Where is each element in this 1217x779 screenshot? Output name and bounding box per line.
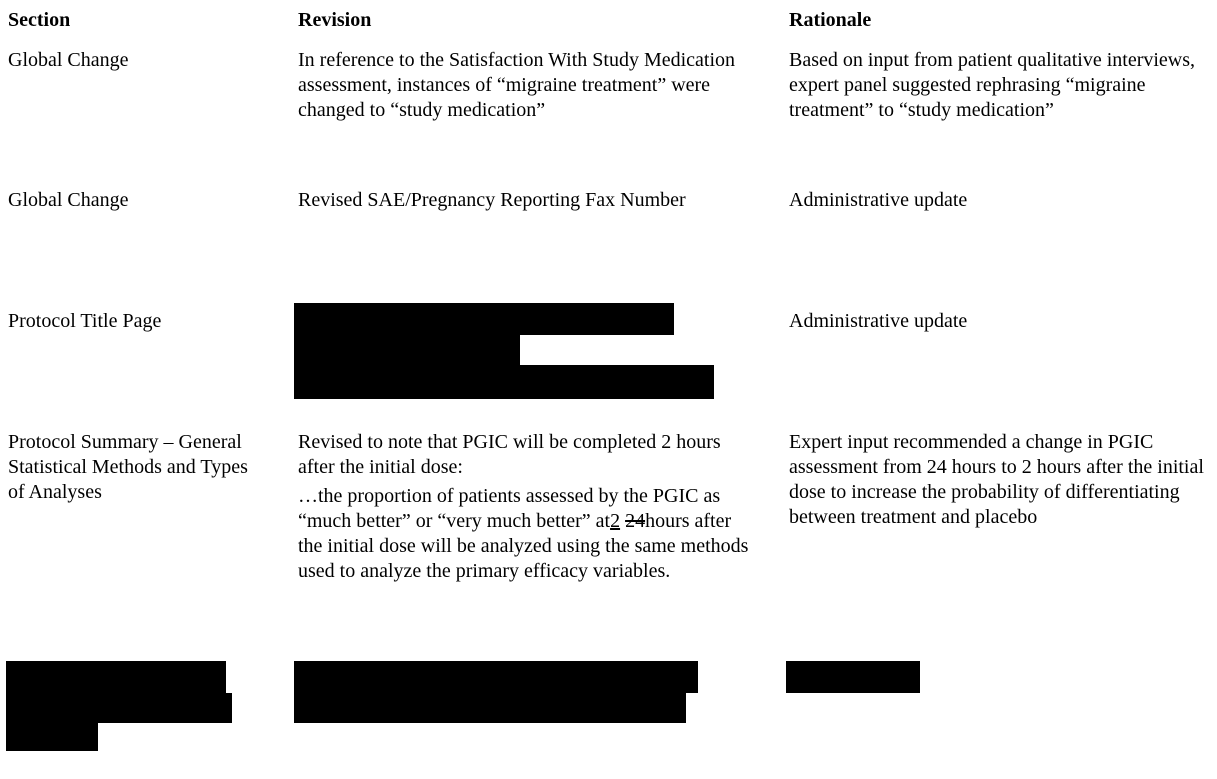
row-1-section: Global Change [8, 49, 129, 71]
row-2-section: Global Change [8, 189, 129, 211]
column-header-rationale: Rationale [789, 9, 872, 31]
row-3-rationale: Administrative update [789, 310, 968, 332]
redaction-block [294, 693, 686, 723]
column-header-revision: Revision [298, 9, 372, 31]
row-2-revision: Revised SAE/Pregnancy Reporting Fax Number [298, 189, 686, 211]
redaction-block [294, 303, 674, 335]
column-header-section: Section [8, 9, 71, 31]
inserted-text: 2 [610, 510, 621, 532]
row-1-rationale: Based on input from patient qualitative interviews, expert panel suggested rephrasing “migraine treatment” to “study medication” [789, 49, 1196, 121]
redaction-block [6, 693, 232, 723]
redaction-block [294, 365, 714, 399]
row-4-revision-quote [298, 484, 758, 584]
quote-after: hours after the initial dose will be analyzed using the same methods used to analyze the primary efficacy variables. [298, 510, 749, 582]
row-4-revision [298, 430, 758, 584]
deleted-text: 24 [625, 510, 646, 532]
row-4-revision-intro: Revised to note that PGIC will be completed 2 hours after the initial dose: [298, 431, 721, 478]
redaction-block [6, 723, 98, 751]
row-1-revision: In reference to the Satisfaction With Study Medication assessment, instances of “migraine treatment” were changed to “study medication” [298, 49, 736, 121]
redaction-block [786, 661, 920, 693]
quote-before: …the proportion of patients assessed by the PGIC as “much better” or “very much better” at [298, 485, 721, 532]
row-2-rationale: Administrative update [789, 189, 968, 211]
redaction-block [294, 661, 698, 693]
row-4-section: Protocol Summary – General Statistical Methods and Types of Analyses [8, 431, 248, 503]
redaction-block [294, 335, 520, 365]
row-3-section: Protocol Title Page [8, 310, 162, 332]
redaction-block [6, 661, 226, 693]
row-4-rationale: Expert input recommended a change in PGIC assessment from 24 hours to 2 hours after the initial dose to increase the probability of differentiating between treatment and placebo [789, 431, 1204, 528]
